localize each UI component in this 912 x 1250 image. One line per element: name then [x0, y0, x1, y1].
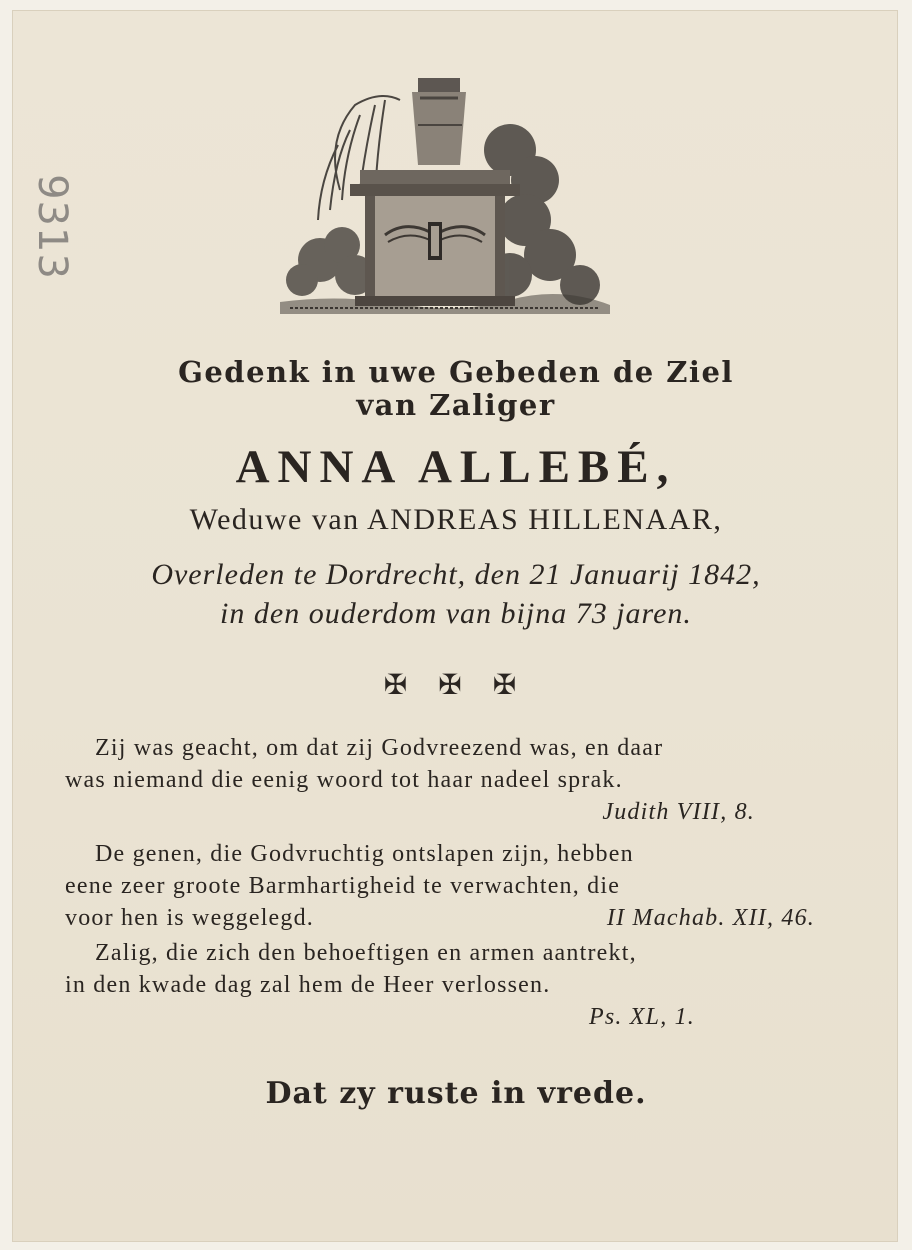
age-line: in den ouderdom van bijna 73 jaren. — [220, 597, 692, 630]
verse-line-with-reference — [65, 902, 815, 934]
death-date-line: Overleden te Dordrecht, den 21 Januarij 1842, — [151, 558, 761, 591]
verse-line: voor hen is weggelegd. — [65, 905, 315, 931]
verse-line: was niemand die eenig woord tot haar nadeel sprak. — [65, 767, 623, 793]
verse-line: Zij was geacht, om dat zij Godvreezend was, en daar — [95, 735, 664, 761]
verse-line: De genen, die Godvruchtig ontslapen zijn, hebben — [95, 841, 634, 867]
verse-line: in den kwade dag zal hem de Heer verlossen. — [65, 972, 551, 998]
verse-reference: Ps. XL, 1. — [588, 1004, 695, 1030]
closing-blessing: Dat zy ruste in vrede. — [265, 1076, 647, 1111]
verse-reference: II Machab. XII, 46. — [606, 905, 815, 931]
pencil-inventory-number: 9313 — [29, 174, 76, 280]
widow-of-line: Weduwe van ANDREAS HILLENAAR, — [189, 503, 723, 536]
cross-ornament: ✠ ✠ ✠ — [383, 670, 529, 701]
verse-psalm — [65, 937, 815, 1033]
prayer-heading-line1: Gedenk in uwe Gebeden de Ziel — [178, 355, 734, 389]
verse-reference: Judith VIII, 8. — [602, 799, 755, 825]
prayer-heading-line2: van Zaliger — [356, 388, 556, 422]
deceased-name: ANNA ALLEBÉ, — [235, 441, 677, 493]
verse-machabees — [65, 838, 815, 934]
tomb-vignette-illustration — [280, 70, 610, 325]
verse-line: Zalig, die zich den behoeftigen en armen aantrekt, — [95, 940, 637, 966]
verse-judith — [65, 732, 815, 828]
verse-line: eene zeer groote Barmhartigheid te verwachten, die — [65, 873, 621, 899]
